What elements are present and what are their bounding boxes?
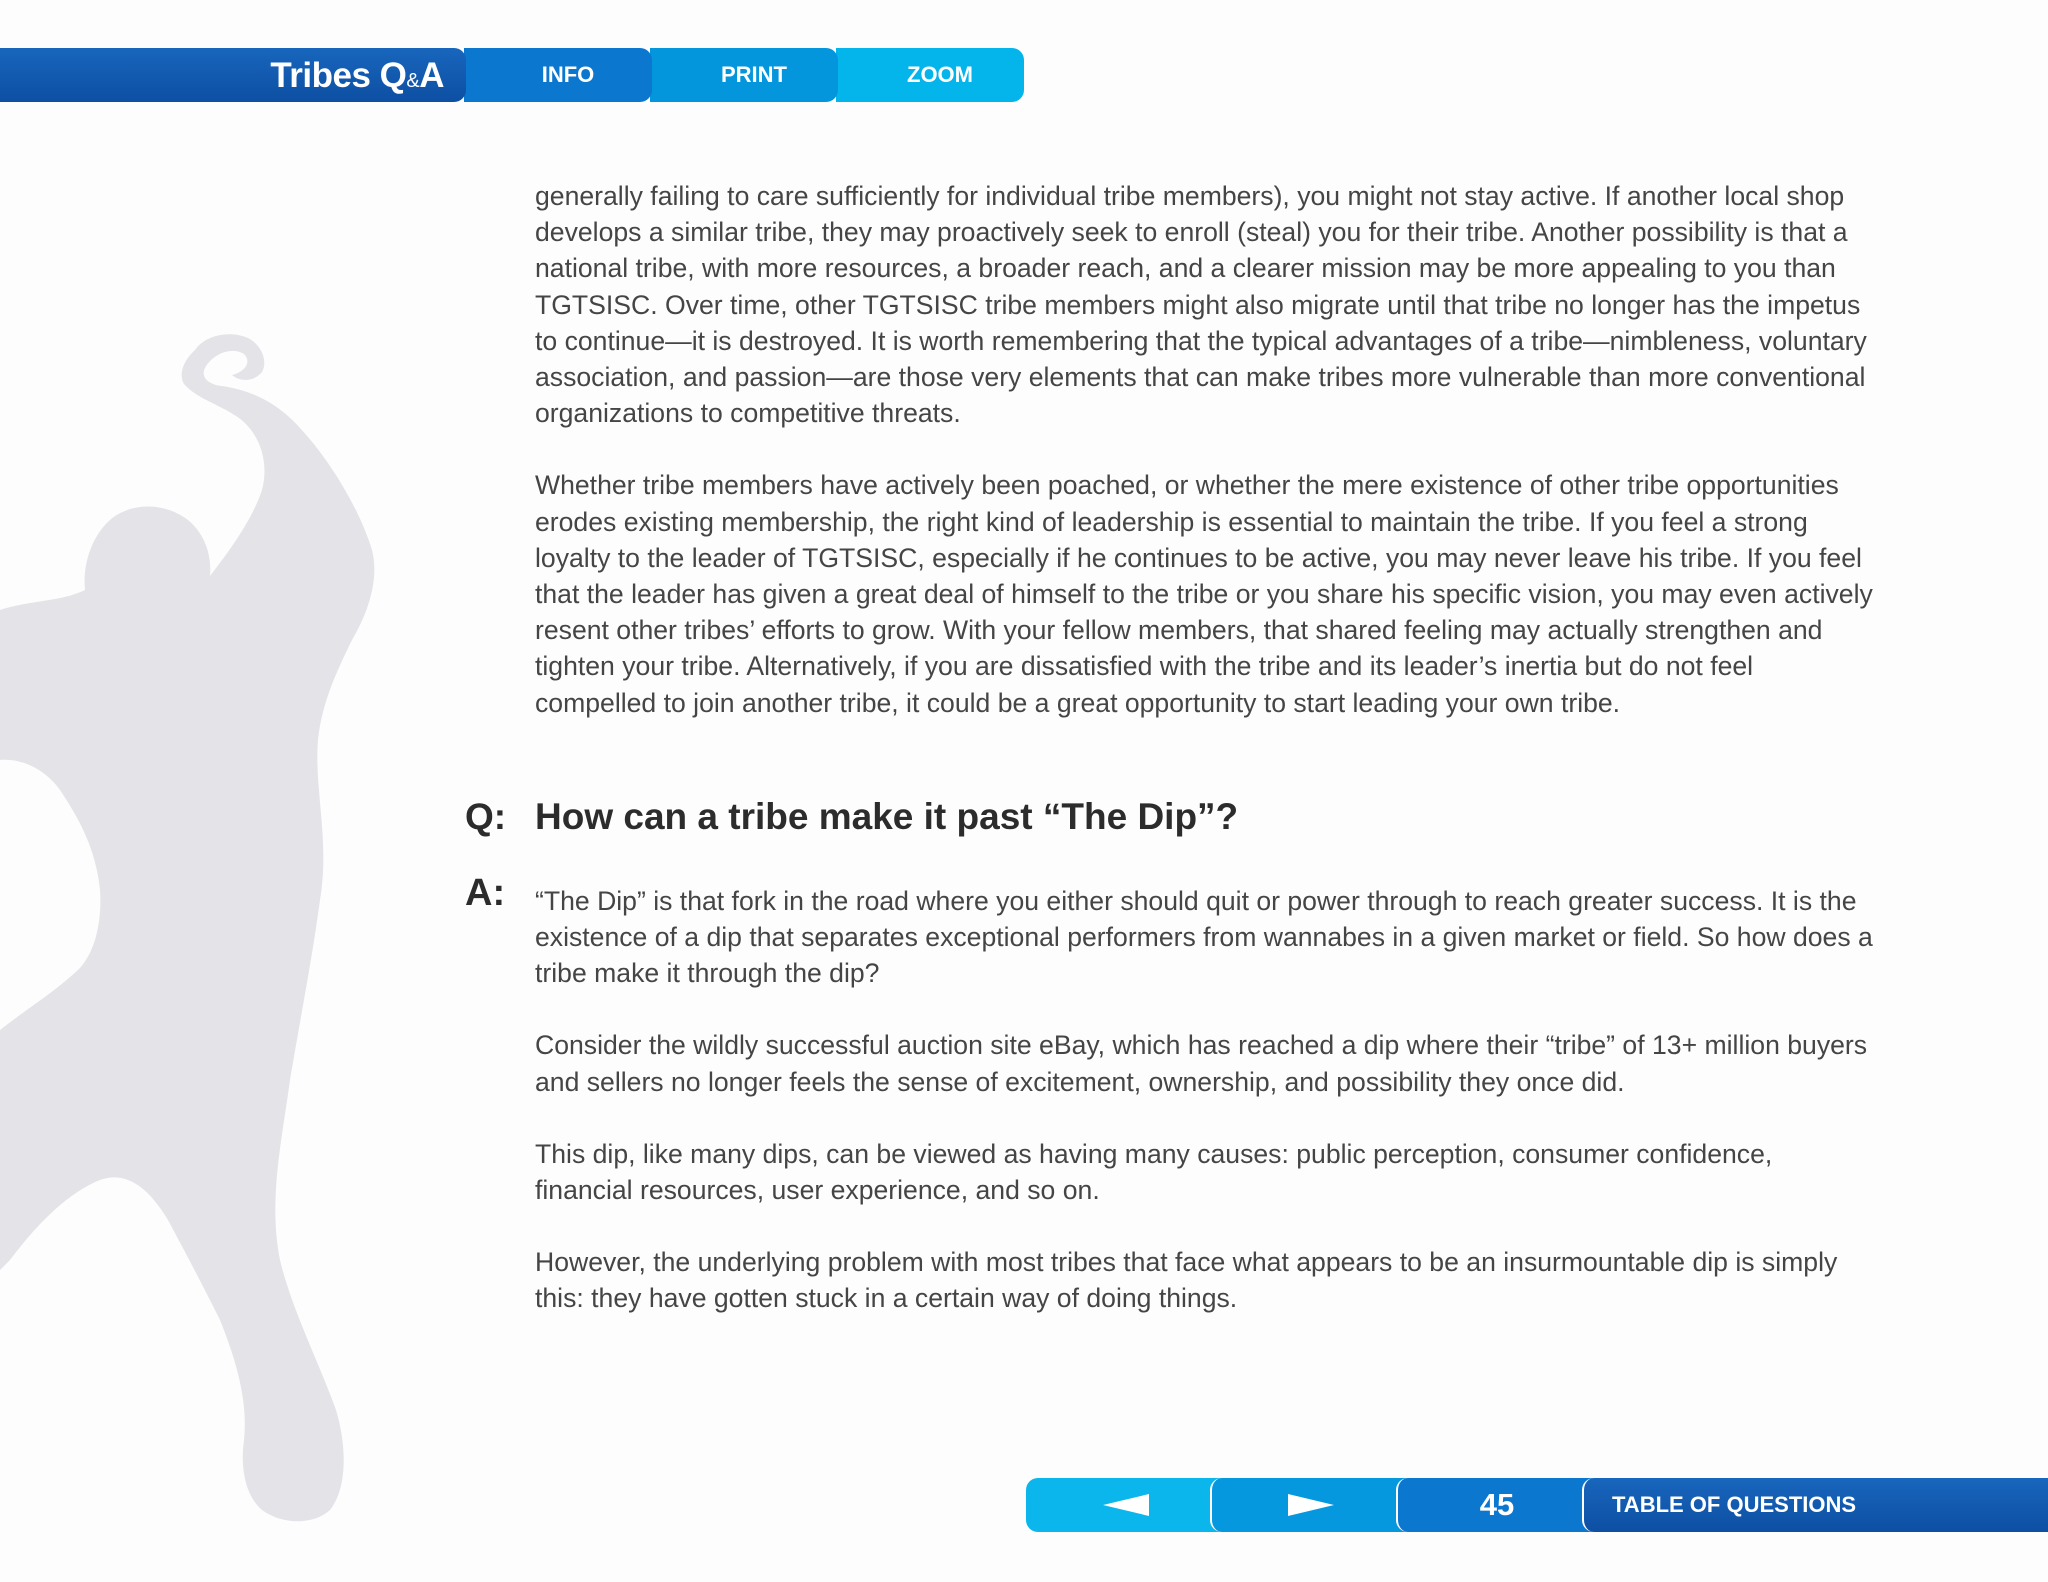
answer-paragraph: Consider the wildly successful auction site eBay, which has reached a dip where their “tribe” of 13+ million buyers and sellers no longer feels the sense of excitement, ownership, and possibility they once did. [535,1030,1868,1097]
next-page-button[interactable] [1210,1478,1410,1532]
answer-paragraph: However, the underlying problem with most tribes that face what appears to be an insurmountable dip is simply this: they have gotten stuck in a certain way of doing things. [535,1247,1838,1314]
answer-block [465,871,1875,1317]
previous-page-button[interactable] [1026,1478,1226,1532]
brand-title-ampersand: & [406,70,420,92]
dancer-silhouette-image [0,320,400,1560]
question-heading [465,793,1875,841]
answer-paragraph: “The Dip” is that fork in the road where you either should quit or power through to reach greater success. It is the existence of a dip that separates exceptional performers from wannabes in a given market or field. So how does a tribe make it through the dip? [535,885,1873,989]
bottom-navigation [1026,1478,2048,1532]
table-of-questions-button[interactable]: TABLE OF QUESTIONS [1582,1478,2048,1532]
left-arrow-icon [1103,1494,1149,1516]
body-paragraph: Whether tribe members have actively been poached, or whether the mere existence of other tribe opportunities erodes existing membership, the right kind of leadership is essential to maintain the tribe. If you feel a strong loyalty to the leader of TGTSISC, especially if he continues to be active, you may never leave his tribe. If you feel that the leader has given a great deal of himself to the tribe or you share his specific vision, you may even actively resent other tribes’ efforts to grow. With your fellow members, that shared feeling may actually strengthen and tighten your tribe. Alternatively, if you are dissatisfied with the tribe and its leader’s inertia but do not feel compelled to join another tribe, it could be a great opportunity to start leading your own tribe. [535,470,1873,718]
main-content [465,178,1875,1353]
tab-info[interactable]: INFO [462,48,652,102]
brand-tab[interactable] [0,48,466,102]
body-paragraph: generally failing to care sufficiently for individual tribe members), you might not stay active. If another local shop develops a similar tribe, they may proactively seek to enroll (steal) you for their tribe. Another possibility is that a national tribe, with more resources, a broader reach, and a clearer mission may be more appealing to you than TGTSISC. Over time, other TGTSISC tribe members might also migrate until that tribe no longer has the impetus to continue—it is destroyed. It is worth remembering that the typical advantages of a tribe—nimbleness, voluntary association, and passion—are those very elements that can make tribes more vulnerable than more conventional organizations to competitive threats. [535,181,1867,429]
brand-title-suffix: A [419,56,444,95]
top-navigation [0,48,1022,102]
right-arrow-icon [1288,1494,1334,1516]
tab-zoom[interactable]: ZOOM [834,48,1024,102]
page-number: 45 [1396,1478,1596,1532]
answer-paragraph: This dip, like many dips, can be viewed as having many causes: public perception, consumer confidence, financial resources, user experience, and so on. [535,1138,1773,1206]
question-marker: Q: [465,795,507,837]
brand-title [270,56,444,96]
answer-marker: A: [465,871,506,914]
question-text: How can a tribe make it past “The Dip”? [535,795,1239,837]
tab-print[interactable]: PRINT [648,48,838,102]
brand-title-prefix: Tribes Q [270,56,407,95]
